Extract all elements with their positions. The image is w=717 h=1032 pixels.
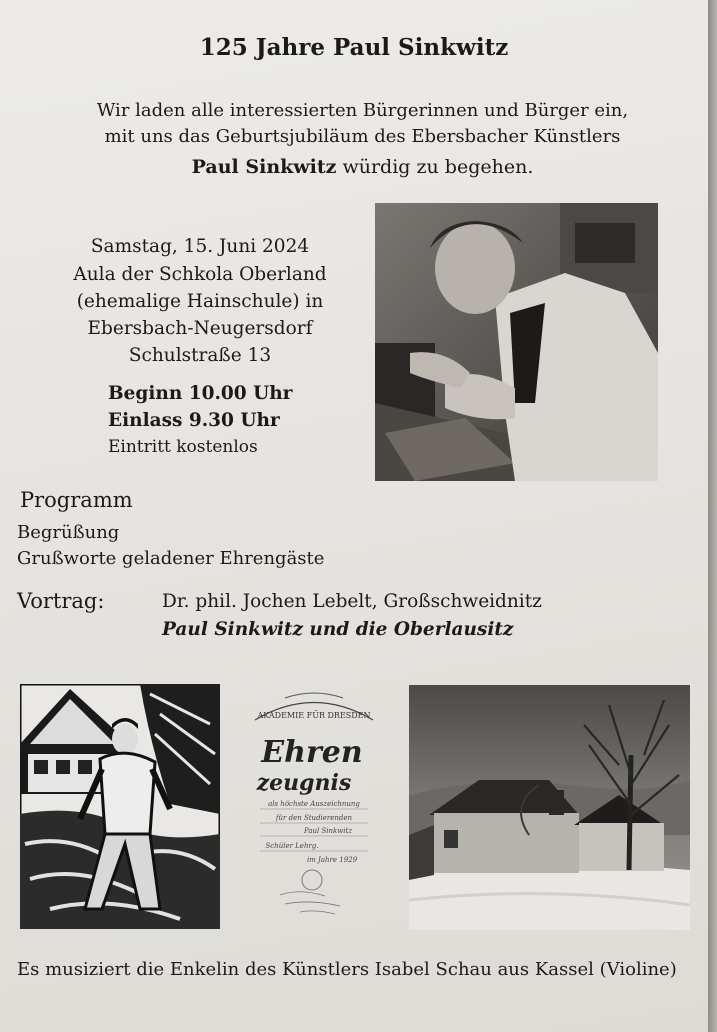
program-item-welcome: Begrüßung <box>17 522 120 543</box>
intro-line-3-rest: würdig zu begehen. <box>336 156 534 178</box>
flyer-title: 125 Jahre Paul Sinkwitz <box>199 34 509 61</box>
certificate-line-a: als höchste Auszeichnung <box>268 800 360 808</box>
certificate-line-b: für den Studierenden <box>275 814 353 822</box>
woodcut-artwork <box>20 684 220 929</box>
program-item-greetings: Grußworte geladener Ehrengäste <box>17 548 325 569</box>
certificate-word-zeugnis: zeugnis <box>256 770 352 796</box>
paper-edge <box>708 0 717 1032</box>
event-street: Schulstraße 13 <box>128 345 272 366</box>
certificate-line-e: im Jahre 1929 <box>306 856 358 864</box>
certificate-word-ehren: Ehren <box>261 735 363 770</box>
artist-name: Paul Sinkwitz <box>191 156 337 178</box>
winter-landscape-painting <box>409 685 690 930</box>
lecture-label: Vortrag: <box>17 589 105 613</box>
event-venue: Aula der Schkola Oberland <box>73 264 327 285</box>
intro-line-3 <box>0 156 717 178</box>
event-town: Ebersbach-Neugersdorf <box>87 318 313 339</box>
program-heading: Programm <box>20 488 133 512</box>
music-note-footer: Es musiziert die Enkelin des Künstlers Isabel Schau aus Kassel (Violine) <box>17 959 677 980</box>
certificate-header: AKADEMIE FÜR DRESDEN <box>257 711 371 720</box>
admission-note: Eintritt kostenlos <box>108 437 258 457</box>
intro-line-1: Wir laden alle interessierten Bürgerinnen und Bürger ein, <box>96 100 629 121</box>
event-date: Samstag, 15. Juni 2024 <box>90 236 310 257</box>
certificate-line-d: Schüler Lehrg. <box>265 842 319 850</box>
event-venue-note: (ehemalige Hainschule) in <box>76 291 324 312</box>
artist-portrait-photo <box>375 203 658 481</box>
lecture-speaker: Dr. phil. Jochen Lebelt, Großschweidnitz <box>162 591 542 612</box>
begin-time: Beginn 10.00 Uhr <box>108 383 293 404</box>
honorary-certificate <box>240 690 388 922</box>
intro-line-2: mit uns das Geburtsjubiläum des Ebersbacher Künstlers <box>104 126 621 147</box>
lecture-title: Paul Sinkwitz und die Oberlausitz <box>162 619 514 640</box>
certificate-line-c: Paul Sinkwitz <box>303 827 353 835</box>
entry-time: Einlass 9.30 Uhr <box>108 410 280 431</box>
